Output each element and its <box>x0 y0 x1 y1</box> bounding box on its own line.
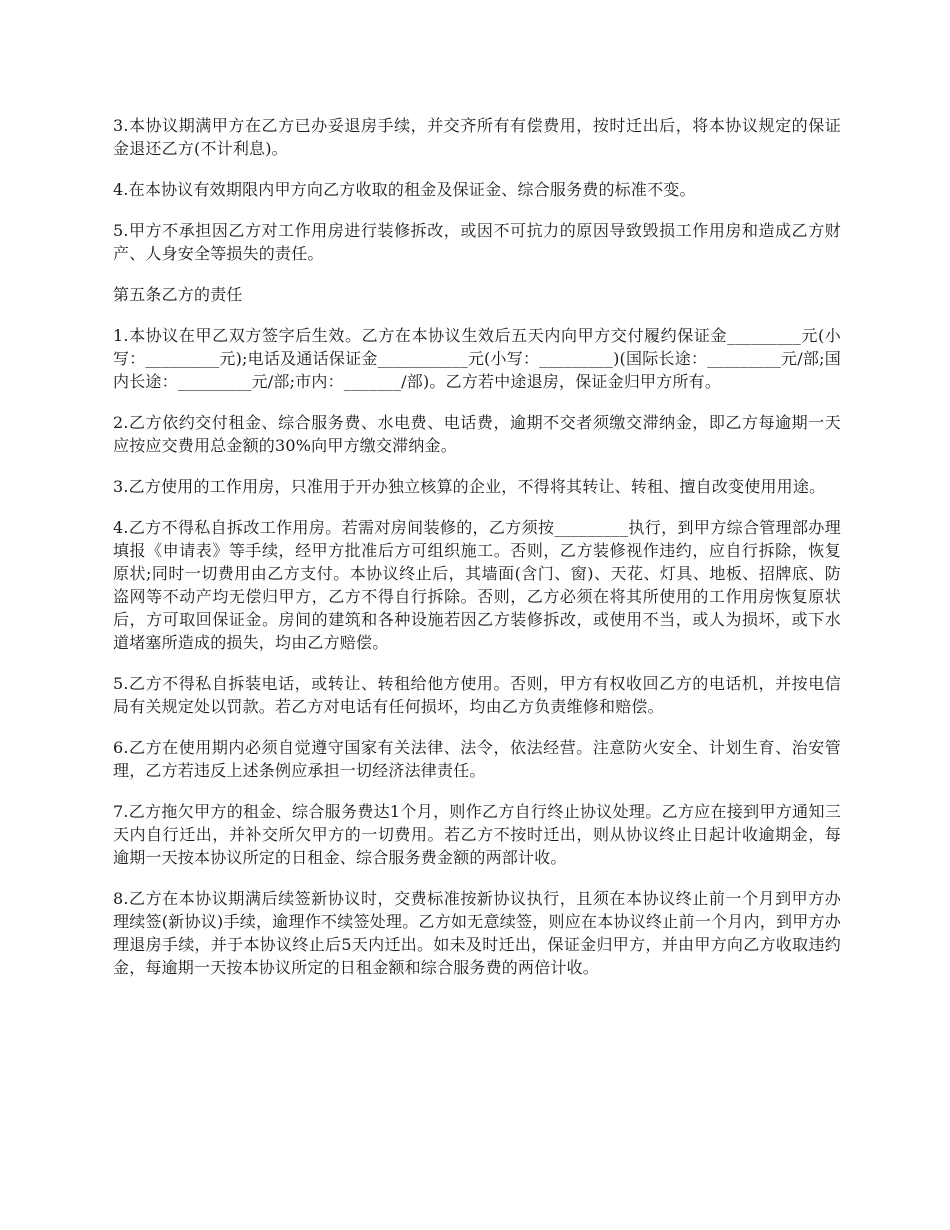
section-heading-article-5: 第五条乙方的责任 <box>113 285 243 304</box>
paragraph-party-b-4-renovation: 4.乙方不得私自拆改工作用房。若需对房间装修的，乙方须按_________执行，到甲方综合管理部办理填报《申请表》等手续，经甲方批准后方可组织施工。否则，乙方装修视作违约，应自行拆除，恢复原状;同时一切费用由乙方支付。本协议终止后，其墙面(含门、窗)、天花、灯具、地板、招牌底、防盗网等不动产均无偿归甲方，乙方不得自行拆除。否则，乙方必须在将其所使用的工作用房恢复原状后，方可取回保证金。房间的建筑和各种设施若因乙方装修拆改，或使用不当，或人为损坏，或下水道堵塞所造成的损失，均由乙方赔偿。 <box>113 518 841 652</box>
paragraph-party-b-1-deposit: 1.本协议在甲乙双方签字后生效。乙方在本协议生效后五天内向甲方交付履约保证金_________元(小写：_________元);电话及通话保证金___________元(小写：_________)(国际长途：_________元/部;国内长途：_________元/部;市内：_______/部)。乙方若中途退房，保证金归甲方所有。 <box>113 326 841 391</box>
paragraph-party-b-7-arrears: 7.乙方拖欠甲方的租金、综合服务费达1个月，则作乙方自行终止协议处理。乙方应在接到甲方通知三天内自行迁出，并补交所欠甲方的一切费用。若乙方不按时迁出，则从协议终止日起计收逾期金，每逾期一天按本协议所定的日租金、综合服务费金额的两部计收。 <box>113 802 841 867</box>
paragraph-clause-4-fee-standard: 4.在本协议有效期限内甲方向乙方收取的租金及保证金、综合服务费的标准不变。 <box>113 180 696 199</box>
paragraph-clause-5-liability-exemption: 5.甲方不承担因乙方对工作用房进行装修拆改，或因不可抗力的原因导致毁损工作用房和造成乙方财产、人身安全等损失的责任。 <box>113 221 841 263</box>
document-page <box>113 114 841 997</box>
paragraph-party-b-6-compliance: 6.乙方在使用期内必须自觉遵守国家有关法律、法令，依法经营。注意防火安全、计划生育、治安管理，乙方若违反上述条例应承担一切经济法律责任。 <box>113 738 841 780</box>
paragraph-party-b-3-usage: 3.乙方使用的工作用房，只准用于开办独立核算的企业，不得将其转让、转租、擅自改变使用用途。 <box>113 477 826 496</box>
paragraph-party-b-8-renewal: 8.乙方在本协议期满后续签新协议时，交费标准按新协议执行，且须在本协议终止前一个月到甲方办理续签(新协议)手续，逾理作不续签处理。乙方如无意续签，则应在本协议终止前一个月内，到甲方办理退房手续，并于本协议终止后5天内迁出。如未及时迁出，保证金归甲方，并由甲方向乙方收取违约金，每逾期一天按本协议所定的日租金额和综合服务费的两倍计收。 <box>113 889 841 977</box>
paragraph-party-b-2-late-fee: 2.乙方依约交付租金、综合服务费、水电费、电话费，逾期不交者须缴交滞纳金，即乙方每逾期一天应按应交费用总金额的30%向甲方缴交滞纳金。 <box>113 413 841 455</box>
paragraph-party-b-5-telephone: 5.乙方不得私自拆装电话，或转让、转租给他方使用。否则，甲方有权收回乙方的电话机，并按电信局有关规定处以罚款。若乙方对电话有任何损坏，均由乙方负责维修和赔偿。 <box>113 674 841 716</box>
paragraph-clause-3-deposit-refund: 3.本协议期满甲方在乙方已办妥退房手续，并交齐所有有偿费用，按时迁出后，将本协议规定的保证金退还乙方(不计利息)。 <box>113 116 841 158</box>
